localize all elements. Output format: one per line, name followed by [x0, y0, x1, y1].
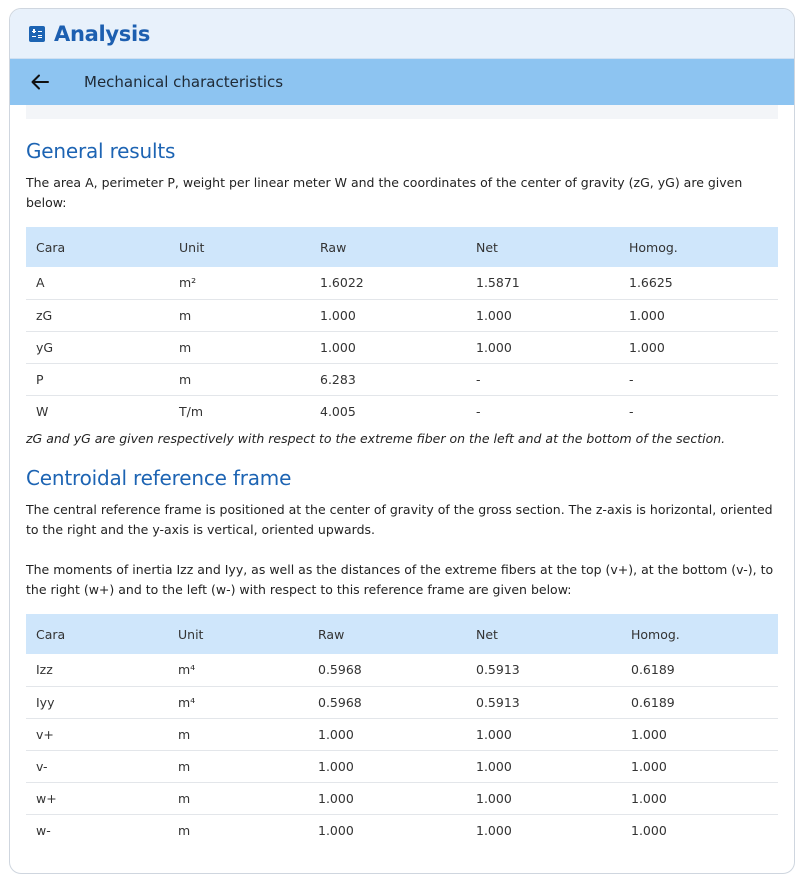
table-row — [26, 267, 778, 299]
general-results-intro: The area A, perimeter P, weight per linear meter W and the coordinates of the center of gravity (zG, yG) are given below: — [26, 175, 743, 210]
table-cell: - — [466, 363, 619, 395]
analysis-panel — [9, 8, 795, 874]
column-header: Net — [476, 239, 498, 255]
table-cell: 1.000 — [310, 331, 466, 363]
table-cell: 1.6022 — [310, 267, 466, 299]
table-cell: w- — [36, 822, 51, 838]
table-row — [26, 331, 778, 363]
table-cell: 1.000 — [631, 822, 667, 838]
table-cell: Iyy — [26, 686, 168, 718]
table-cell: w+ — [26, 782, 168, 814]
table-header-row — [26, 614, 778, 654]
table-row — [26, 395, 778, 427]
table-cell: - — [476, 403, 481, 419]
table-cell: 1.000 — [619, 331, 778, 363]
app-header — [10, 9, 794, 59]
toolbar-strip — [26, 105, 778, 119]
table-cell: 1.000 — [619, 299, 778, 331]
table-cell: Izz — [26, 654, 168, 686]
table-cell: T/m — [179, 403, 204, 419]
table-row — [26, 750, 778, 782]
table-cell: 1.000 — [466, 782, 621, 814]
table-cell: 0.5968 — [308, 654, 466, 686]
table-cell: 1.6625 — [619, 267, 778, 299]
table-cell: 0.5913 — [466, 654, 621, 686]
table-cell: v+ — [26, 718, 168, 750]
page-title: Mechanical characteristics — [84, 73, 284, 91]
table-cell: 1.5871 — [466, 267, 619, 299]
column-header: Homog. — [629, 239, 678, 255]
table-cell: A — [26, 267, 169, 299]
table-cell: m — [169, 331, 310, 363]
table-cell: yG — [26, 331, 169, 363]
column-header: Unit — [179, 239, 205, 255]
table-row — [26, 654, 778, 686]
table-cell: 1.000 — [466, 299, 619, 331]
sub-header — [10, 59, 794, 105]
table-row — [26, 718, 778, 750]
column-header: Unit — [178, 626, 204, 642]
table-cell: 1.000 — [308, 750, 466, 782]
table-cell: W — [36, 403, 49, 419]
table-cell: m — [169, 363, 310, 395]
general-results-heading: General results — [26, 139, 176, 163]
table-row — [26, 814, 778, 846]
centroidal-frame-heading: Centroidal reference frame — [26, 466, 292, 490]
table-cell: 1.000 — [621, 718, 778, 750]
table-cell: 1.000 — [466, 718, 621, 750]
table-cell: 4.005 — [320, 403, 356, 419]
table-cell: - — [619, 363, 778, 395]
table-cell: m⁴ — [168, 686, 308, 718]
table-cell: m² — [169, 267, 310, 299]
table-cell: 6.283 — [310, 363, 466, 395]
table-cell: 0.5913 — [466, 686, 621, 718]
centroidal-frame-para-1: The central reference frame is positioned at the center of gravity of the gross section. The z-axis is horizontal, oriented to the right and the y-axis is vertical, oriented upwards. — [26, 502, 773, 537]
table-cell: 1.000 — [318, 822, 354, 838]
table-cell: 1.000 — [466, 331, 619, 363]
table-cell: 1.000 — [310, 299, 466, 331]
table-row — [26, 299, 778, 331]
centroidal-frame-para-2: The moments of inertia Izz and Iyy, as well as the distances of the extreme fibers at the top (v+), at the bottom (v-), to the right (w+) and to the left (w-) with respect to this reference frame are given below: — [26, 562, 774, 597]
table-cell: m — [169, 299, 310, 331]
column-header: Raw — [318, 626, 345, 642]
calculator-icon — [29, 26, 45, 42]
app-title: Analysis — [54, 21, 151, 46]
arrow-left-icon — [31, 74, 49, 90]
table-row — [26, 363, 778, 395]
column-header: Cara — [36, 239, 66, 255]
table-cell: 0.5968 — [308, 686, 466, 718]
table-cell: 1.000 — [308, 782, 466, 814]
table-cell: m — [168, 750, 308, 782]
column-header: Cara — [36, 626, 66, 642]
general-results-note: zG and yG are given respectively with respect to the extreme fiber on the left and at the bottom of the section. — [26, 431, 726, 446]
table-cell: 0.6189 — [621, 686, 778, 718]
table-row — [26, 686, 778, 718]
table-cell: m — [168, 718, 308, 750]
table-header-row — [26, 227, 778, 267]
table-cell: 1.000 — [476, 822, 512, 838]
table-cell: m — [178, 822, 191, 838]
table-cell: m⁴ — [168, 654, 308, 686]
table-cell: - — [629, 403, 634, 419]
content-area[interactable] — [10, 105, 794, 846]
table-cell: v- — [26, 750, 168, 782]
table-row — [26, 782, 778, 814]
table-cell: 1.000 — [621, 782, 778, 814]
table-cell: P — [26, 363, 169, 395]
column-header: Homog. — [631, 626, 680, 642]
column-header: Raw — [320, 239, 347, 255]
centroidal-frame-table — [26, 614, 778, 846]
back-button[interactable] — [29, 71, 51, 93]
table-cell: m — [168, 782, 308, 814]
table-cell: zG — [26, 299, 169, 331]
table-cell: 0.6189 — [621, 654, 778, 686]
table-cell: 1.000 — [466, 750, 621, 782]
table-cell: 1.000 — [621, 750, 778, 782]
table-cell: 1.000 — [308, 718, 466, 750]
column-header: Net — [476, 626, 498, 642]
general-results-table — [26, 227, 778, 427]
